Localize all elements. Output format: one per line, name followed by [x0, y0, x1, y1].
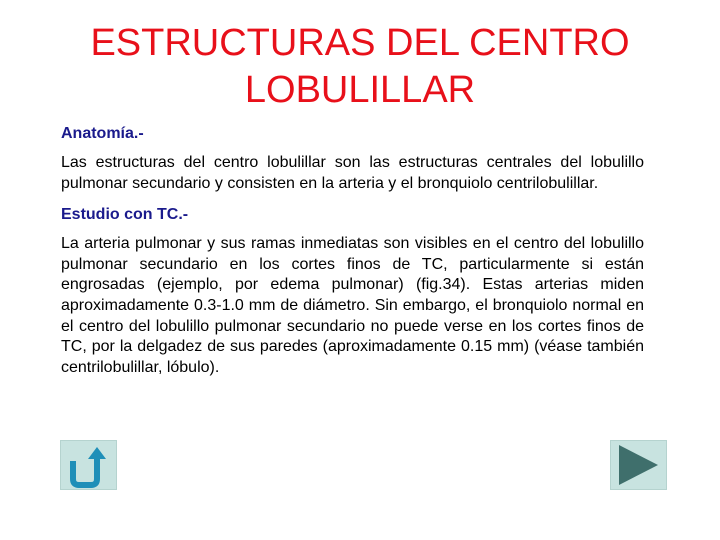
title-line-2: LOBULILLAR	[244, 69, 476, 111]
u-turn-return-icon	[61, 441, 116, 489]
section-heading-anatomia: Anatomía.-	[61, 125, 144, 142]
slide-content	[61, 124, 644, 389]
back-button[interactable]	[60, 440, 117, 490]
title-line-1: ESTRUCTURAS DEL CENTRO	[90, 22, 630, 64]
section-body-anatomia: Las estructuras del centro lobulillar son las estructuras centrales del lobulillo pulmonar secundario y consisten en la arteria y el bronquiolo centrilobulillar.	[61, 154, 644, 192]
section-body-estudio-tc: La arteria pulmonar y sus ramas inmediatas son visibles en el centro del lobulillo pulmonar secundario en los cortes finos de TC, particularmente si están engrosadas (ejemplo, por edema pulmonar) (fig.34). Estas arterias miden aproximadamente 0.3-1.0 mm de diámetro. Sin embargo, el bronquiolo normal en el centro del lobulillo pulmonar secundario no puede verse en los cortes finos de TC, por la delgadez de sus paredes (aproximadamente 0.15 mm) (véase también centrilobulillar, lóbulo).	[61, 235, 644, 376]
play-triangle-icon	[611, 441, 666, 489]
next-button[interactable]	[610, 440, 667, 490]
page-title	[20, 20, 700, 114]
section-heading-estudio-tc: Estudio con TC.-	[61, 206, 189, 224]
